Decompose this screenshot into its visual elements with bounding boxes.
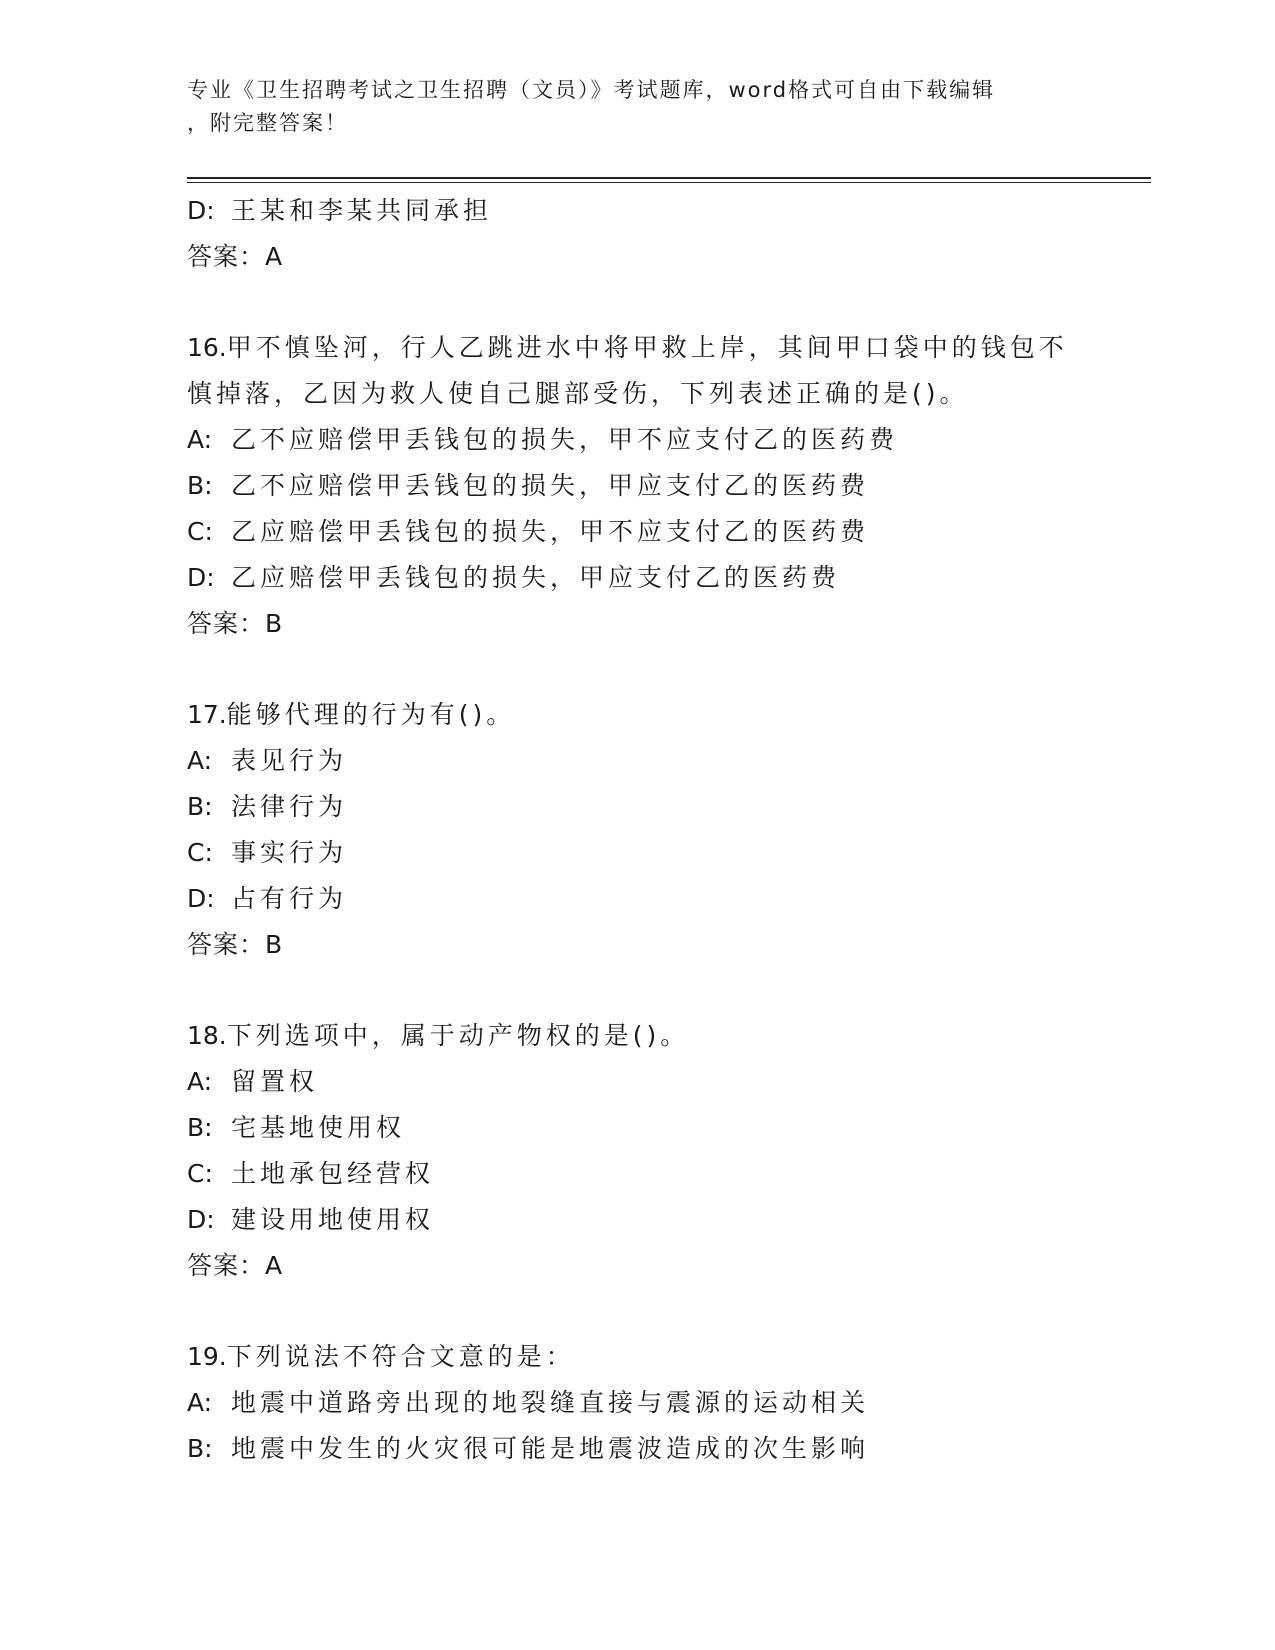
option-row [187,1197,1087,1243]
option-text: 土地承包经营权 [231,1159,435,1188]
option-text: 宅基地使用权 [231,1113,406,1142]
option-label: A: [187,1067,213,1096]
option-row [187,1426,1087,1472]
question-number: 19. [187,1342,227,1371]
question-number: 17. [187,700,227,729]
question-stem-continued: 慎掉落，乙因为救人使自己腿部受伤，下列表述正确的是()。 [187,379,969,408]
option-label: C: [187,517,213,546]
option-row [187,876,1087,922]
option-row [187,1105,1087,1151]
option-label: D: [187,1205,215,1234]
option-row [187,555,1087,601]
option-text: 地震中道路旁出现的地裂缝直接与震源的运动相关 [231,1388,870,1417]
question-stem [187,1013,1087,1059]
option-text: 表见行为 [231,746,348,775]
option-label: A: [187,746,213,775]
option-row [187,1059,1087,1105]
option-label: D: [187,884,215,913]
option-label: A: [187,425,213,454]
option-row [187,188,1087,234]
option-label: D: [187,563,215,592]
answer-line: 答案：B [187,930,284,959]
question-stem-text: 能够代理的行为有()。 [226,700,516,729]
question-stem [187,325,1087,371]
option-label: B: [187,1434,213,1463]
option-row [187,784,1087,830]
option-row [187,738,1087,784]
document-header [187,74,1087,140]
option-label: D: [187,196,215,225]
option-text: 事实行为 [231,838,348,867]
option-text: 法律行为 [231,792,348,821]
option-text: 乙不应赔偿甲丢钱包的损失，甲应支付乙的医药费 [231,471,870,500]
option-label: C: [187,838,213,867]
option-row [187,463,1087,509]
question-list [187,188,1087,1472]
option-text: 占有行为 [231,884,348,913]
option-row [187,509,1087,555]
option-row [187,1380,1087,1426]
header-rule-thick [187,177,1151,179]
question-stem-text: 下列说法不符合文意的是： [226,1342,575,1371]
answer-line: 答案：B [187,609,284,638]
option-label: C: [187,1159,213,1188]
header-rule-thin [187,182,1151,183]
header-line-2: ，附完整答案！ [187,111,348,135]
question-stem [187,692,1087,738]
option-row [187,1151,1087,1197]
option-text: 乙应赔偿甲丢钱包的损失，甲不应支付乙的医药费 [231,517,870,546]
option-label: B: [187,792,213,821]
option-label: B: [187,1113,213,1142]
answer-line: 答案：A [187,1251,284,1280]
question-stem-text: 下列选项中，属于动产物权的是()。 [226,1021,690,1050]
option-text: 乙应赔偿甲丢钱包的损失，甲应支付乙的医药费 [231,563,841,592]
option-text: 王某和李某共同承担 [231,196,493,225]
option-label: A: [187,1388,213,1417]
question-stem [187,1334,1087,1380]
question-stem-text: 甲不慎坠河，行人乙跳进水中将甲救上岸，其间甲口袋中的钱包不 [226,333,1068,362]
option-text: 地震中发生的火灾很可能是地震波造成的次生影响 [231,1434,870,1463]
question-number: 18. [187,1021,227,1050]
option-text: 建设用地使用权 [231,1205,435,1234]
header-line-1: 专业《卫生招聘考试之卫生招聘（文员）》考试题库，word格式可自由下载编辑 [187,78,996,102]
option-label: B: [187,471,213,500]
option-text: 留置权 [231,1067,319,1096]
answer-line: 答案：A [187,242,284,271]
option-text: 乙不应赔偿甲丢钱包的损失，甲不应支付乙的医药费 [231,425,899,454]
option-row [187,417,1087,463]
option-row [187,830,1087,876]
question-number: 16. [187,333,227,362]
